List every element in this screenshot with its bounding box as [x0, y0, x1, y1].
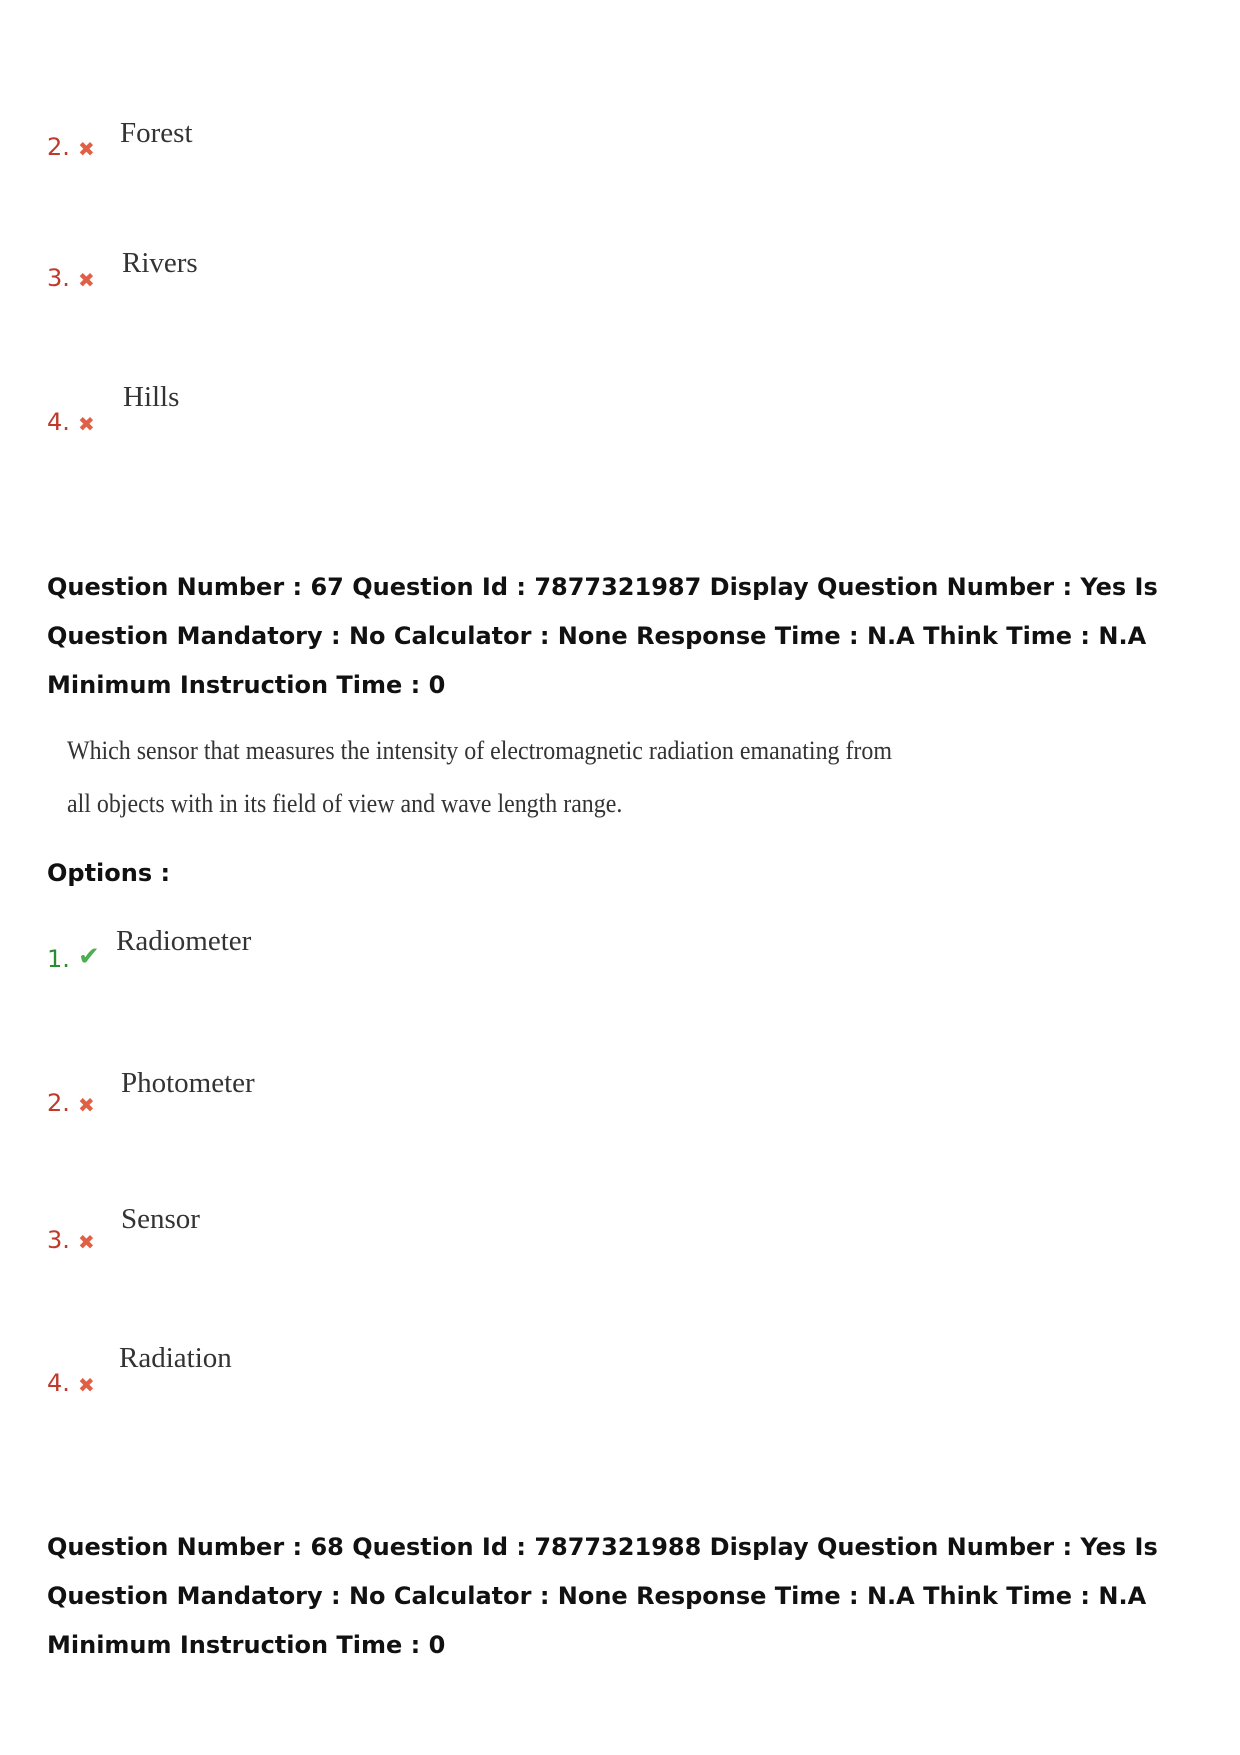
- option-number: 3.: [47, 264, 70, 292]
- option-number: 4.: [47, 1369, 70, 1397]
- question-meta: Question Number : 68 Question Id : 7877321988 Display Question Number : Yes Is Question Mandatory : No Calculator : None Response Time : N.A Think Time : N.A Minimum Instruction Time : 0: [47, 1533, 1158, 1659]
- option-number: 3.: [47, 1226, 70, 1254]
- cross-icon: ✖: [78, 1093, 95, 1117]
- option-number: 2.: [47, 1089, 70, 1117]
- option-text: Photometer: [121, 1067, 255, 1099]
- option-number: 2.: [47, 133, 70, 161]
- question-text: Which sensor that measures the intensity of electromagnetic radiation emanating from all objects with in its field of view and wave length range.: [67, 736, 892, 818]
- check-icon: ✔: [78, 942, 100, 972]
- cross-icon: ✖: [78, 137, 95, 161]
- cross-icon: ✖: [78, 268, 95, 292]
- option-text: Sensor: [121, 1203, 200, 1235]
- option-text: Radiometer: [116, 925, 252, 957]
- cross-icon: ✖: [78, 1373, 95, 1397]
- option-number: 4.: [47, 408, 70, 436]
- option-text: Radiation: [119, 1342, 232, 1374]
- option-text: Forest: [120, 117, 193, 149]
- option-text: Rivers: [122, 247, 198, 279]
- question-meta: Question Number : 67 Question Id : 7877321987 Display Question Number : Yes Is Question Mandatory : No Calculator : None Response Time : N.A Think Time : N.A Minimum Instruction Time : 0: [47, 573, 1158, 699]
- options-label: Options :: [47, 859, 171, 887]
- cross-icon: ✖: [78, 1230, 95, 1254]
- option-text: Hills: [123, 381, 180, 413]
- cross-icon: ✖: [78, 412, 95, 436]
- option-number: 1.: [47, 945, 70, 973]
